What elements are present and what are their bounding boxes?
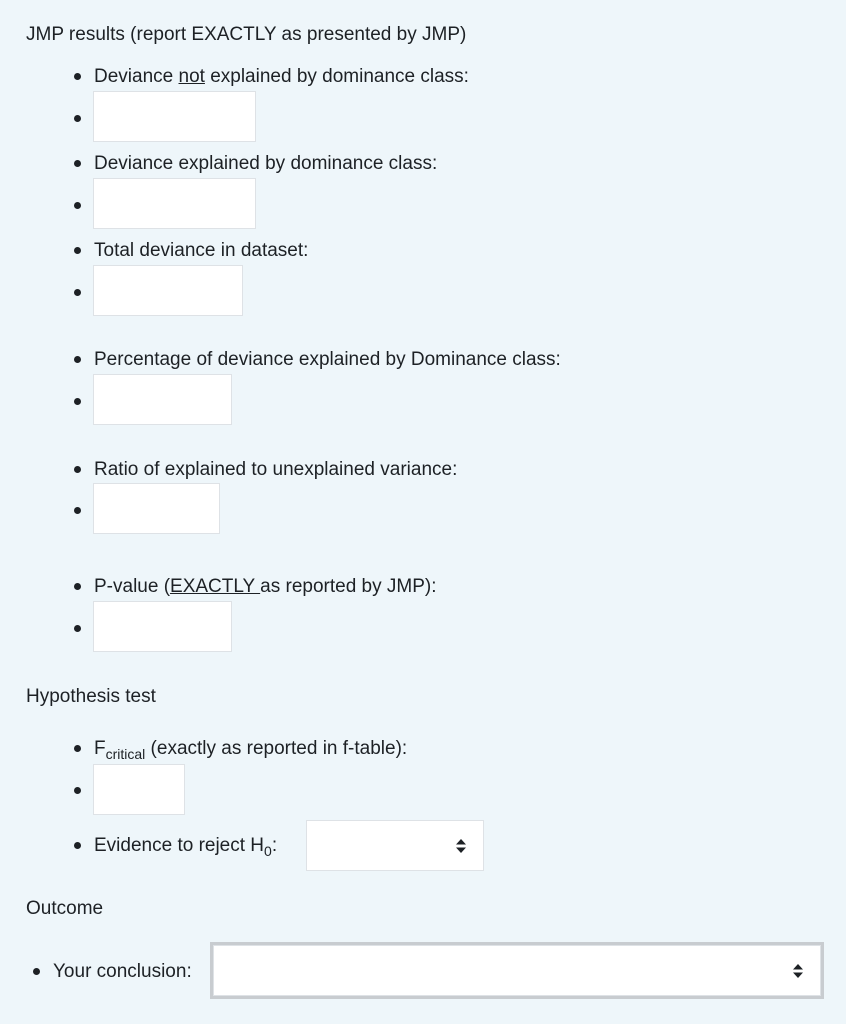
- bullet: [74, 289, 81, 296]
- ratio-variance-input[interactable]: [93, 483, 220, 534]
- f-critical-label: [94, 737, 407, 766]
- label-text: Evidence to reject H: [94, 835, 265, 856]
- bullet: [74, 247, 81, 254]
- bullet: [74, 160, 81, 167]
- outcome-heading: Outcome: [26, 898, 104, 919]
- f-critical-input[interactable]: [93, 764, 185, 815]
- bullet: [74, 787, 81, 794]
- bullet: [74, 356, 81, 363]
- deviance-explained-label: Deviance explained by dominance class:: [94, 153, 438, 174]
- label-text: explained by dominance class:: [204, 66, 469, 87]
- subscript-text: critical: [105, 746, 146, 762]
- bullet: [74, 842, 81, 849]
- label-text: as reported by JMP):: [260, 576, 437, 597]
- label-text: F: [94, 738, 106, 759]
- hypothesis-test-heading: Hypothesis test: [26, 686, 156, 707]
- select-arrows-icon: [456, 839, 466, 853]
- p-value-label: [94, 575, 437, 599]
- bullet: [74, 625, 81, 632]
- bullet: [74, 507, 81, 514]
- deviance-not-explained-label: [94, 65, 469, 89]
- bullet: [74, 398, 81, 405]
- label-text: :: [271, 835, 278, 856]
- label-text: (exactly as reported in f-table):: [145, 738, 408, 759]
- bullet: [74, 73, 81, 80]
- underlined-text: not: [178, 66, 205, 87]
- bullet: [74, 583, 81, 590]
- conclusion-select[interactable]: [213, 945, 821, 996]
- total-deviance-input[interactable]: [93, 265, 243, 316]
- percentage-deviance-input[interactable]: [93, 374, 232, 425]
- percentage-deviance-label: Percentage of deviance explained by Dominance class:: [94, 349, 561, 370]
- bullet: [74, 745, 81, 752]
- bullet: [33, 968, 40, 975]
- subscript-text: 0: [264, 843, 272, 859]
- bullet: [74, 466, 81, 473]
- bullet: [74, 202, 81, 209]
- evidence-reject-select[interactable]: [306, 820, 484, 871]
- label-text: P-value (: [94, 576, 171, 597]
- deviance-explained-input[interactable]: [93, 178, 256, 229]
- select-arrows-icon: [793, 964, 803, 978]
- evidence-reject-label: [94, 834, 277, 863]
- total-deviance-label: Total deviance in dataset:: [94, 240, 309, 261]
- p-value-input[interactable]: [93, 601, 232, 652]
- bullet: [74, 115, 81, 122]
- ratio-variance-label: Ratio of explained to unexplained variance:: [94, 459, 458, 480]
- label-text: Deviance: [94, 66, 179, 87]
- deviance-not-explained-input[interactable]: [93, 91, 256, 142]
- underlined-text: EXACTLY: [170, 576, 261, 597]
- jmp-results-heading: JMP results (report EXACTLY as presented by JMP): [26, 24, 467, 45]
- conclusion-label: Your conclusion:: [53, 961, 192, 982]
